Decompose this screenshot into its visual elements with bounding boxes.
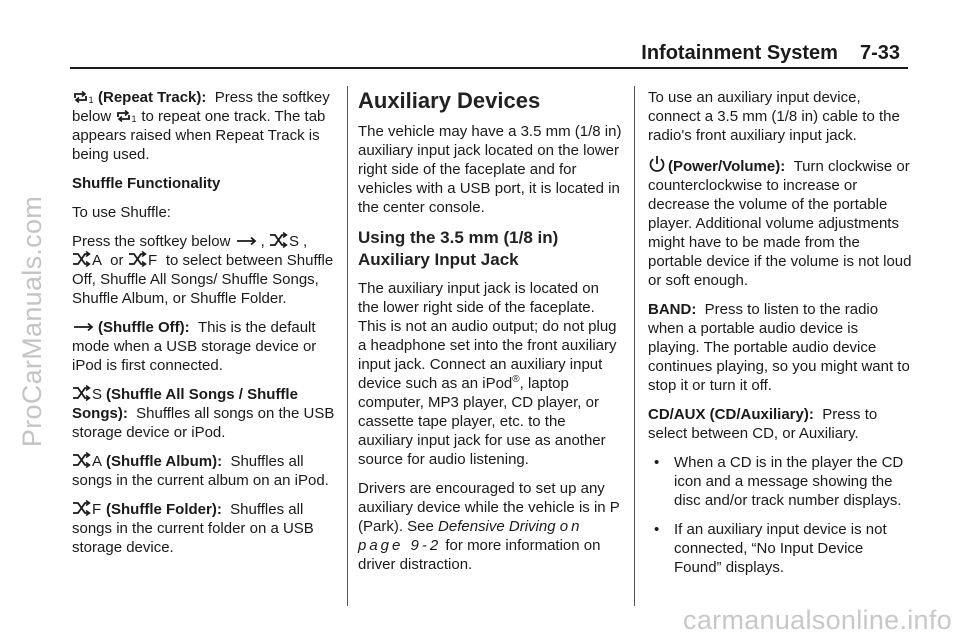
bullet: • bbox=[654, 454, 660, 471]
page-number: 7-33 bbox=[859, 41, 900, 64]
cd-aux-paragraph: CD/AUX (CD/Auxiliary): Press to select between CD, or Auxiliary. bbox=[648, 406, 878, 442]
defensive-driving-link[interactable]: Defensive Driving bbox=[438, 518, 556, 535]
svg-text:A: A bbox=[92, 252, 103, 267]
repeat-track-paragraph: 1 (Repeat Track): Press the softkey below 1 to repeat one track. The tab appears raised when Repeat Track is being used. bbox=[72, 89, 330, 163]
drivers-paragraph: Drivers are encouraged to set up any auxiliary device while the vehicle is in P (Park). See Defensive Driving on page 9-2 for more information on driver distraction. bbox=[358, 480, 620, 573]
svg-text:S: S bbox=[92, 386, 103, 401]
column-2 bbox=[358, 88, 623, 584]
notes-list bbox=[648, 453, 913, 577]
shuffle-off-paragraph: (Shuffle Off): This is the default mode when a USB storage device or iPod is first connected. bbox=[72, 319, 317, 374]
column-1 bbox=[72, 88, 337, 567]
svg-text:F: F bbox=[147, 252, 157, 267]
list-item: • When a CD is in the player the CD icon and a message showing the disc and/or track number displays. bbox=[654, 454, 904, 509]
shuffle-all-icon-def bbox=[72, 385, 104, 401]
press-softkey-paragraph: Press the softkey below , S , A or F to select between Shuffle Off, Shuffle All Songs/ Shuffle Songs, Shuffle Album, or Shuffle Folder. bbox=[72, 233, 334, 307]
bullet: • bbox=[654, 521, 660, 538]
shuffle-folder-icon bbox=[128, 251, 160, 267]
page-header bbox=[70, 38, 900, 68]
subsection-title: Using the 3.5 mm (1/8 in) Auxiliary Input Jack bbox=[358, 228, 559, 269]
shuffle-off-icon bbox=[235, 234, 259, 248]
shuffle-off-icon-def bbox=[72, 320, 96, 334]
aux-usage-intro: To use an auxiliary input device, connect a 3.5 mm (1/8 in) cable to the radio's front auxiliary input jack. bbox=[648, 89, 900, 144]
shuffle-album-paragraph: A (Shuffle Album): Shuffles all songs in the current album on an iPod. bbox=[72, 453, 329, 489]
header-rule bbox=[70, 67, 908, 69]
jack-paragraph: The auxiliary input jack is located on the lower right side of the faceplate. This is not an audio output; do not plug a headphone set into the front auxiliary input jack. Connect an auxiliary input device such as an iPod®, laptop computer, MP3 player, CD player, or cassette tape player, etc. to the auxiliary input jack for use as another source for audio listening. bbox=[358, 280, 617, 468]
power-icon bbox=[648, 155, 666, 173]
band-paragraph: BAND: Press to listen to the radio when a portable audio device is playing. The portable audio device continues playing, so you might want to stop it or turn it off. bbox=[648, 301, 910, 394]
repeat-track-icon bbox=[72, 90, 96, 104]
shuffle-album-icon bbox=[72, 251, 104, 267]
page-reference: on page 9-2 bbox=[358, 518, 583, 554]
shuffle-album-icon-def bbox=[72, 452, 104, 468]
section-title: Auxiliary Devices bbox=[358, 88, 541, 113]
power-volume-paragraph: (Power/Volume): Turn clockwise or counterclockwise to increase or decrease the volume of the portable player. Additional volume adjustments might have to be made from the portable device if the volume is not loud or soft enough. bbox=[648, 155, 913, 290]
column-divider-2 bbox=[634, 86, 635, 606]
bottom-watermark: carmanualsonline.info bbox=[683, 605, 952, 635]
repeat-track-icon-inline bbox=[115, 109, 139, 123]
repeat-icon-letter: 1 bbox=[88, 95, 94, 104]
shuffle-folder-icon-def bbox=[72, 500, 104, 516]
shuffle-all-paragraph: S (Shuffle All Songs / Shuffle Songs): Shuffles all songs on the USB storage device or iPod. bbox=[72, 386, 335, 441]
header-title: Infotainment System bbox=[641, 41, 838, 64]
shuffle-folder-paragraph: F (Shuffle Folder): Shuffles all songs in the current folder on a USB storage device. bbox=[72, 501, 314, 556]
svg-text:S: S bbox=[288, 233, 299, 248]
svg-text:F: F bbox=[92, 501, 102, 516]
column-divider-1 bbox=[347, 86, 348, 606]
aux-intro: The vehicle may have a 3.5 mm (1/8 in) auxiliary input jack located on the lower right side of the faceplate and for vehicles with a USB port, it is located in the center console. bbox=[358, 123, 622, 216]
shuffle-heading: Shuffle Functionality bbox=[72, 175, 221, 192]
list-item: • If an auxiliary input device is not connected, “No Input Device Found” displays. bbox=[654, 521, 887, 576]
column-3 bbox=[648, 88, 913, 587]
shuffle-intro: To use Shuffle: bbox=[72, 204, 171, 221]
svg-text:1: 1 bbox=[131, 114, 137, 123]
side-watermark: ProCarManuals.com bbox=[17, 195, 48, 447]
svg-text:A: A bbox=[92, 453, 103, 468]
shuffle-all-icon bbox=[269, 232, 301, 248]
